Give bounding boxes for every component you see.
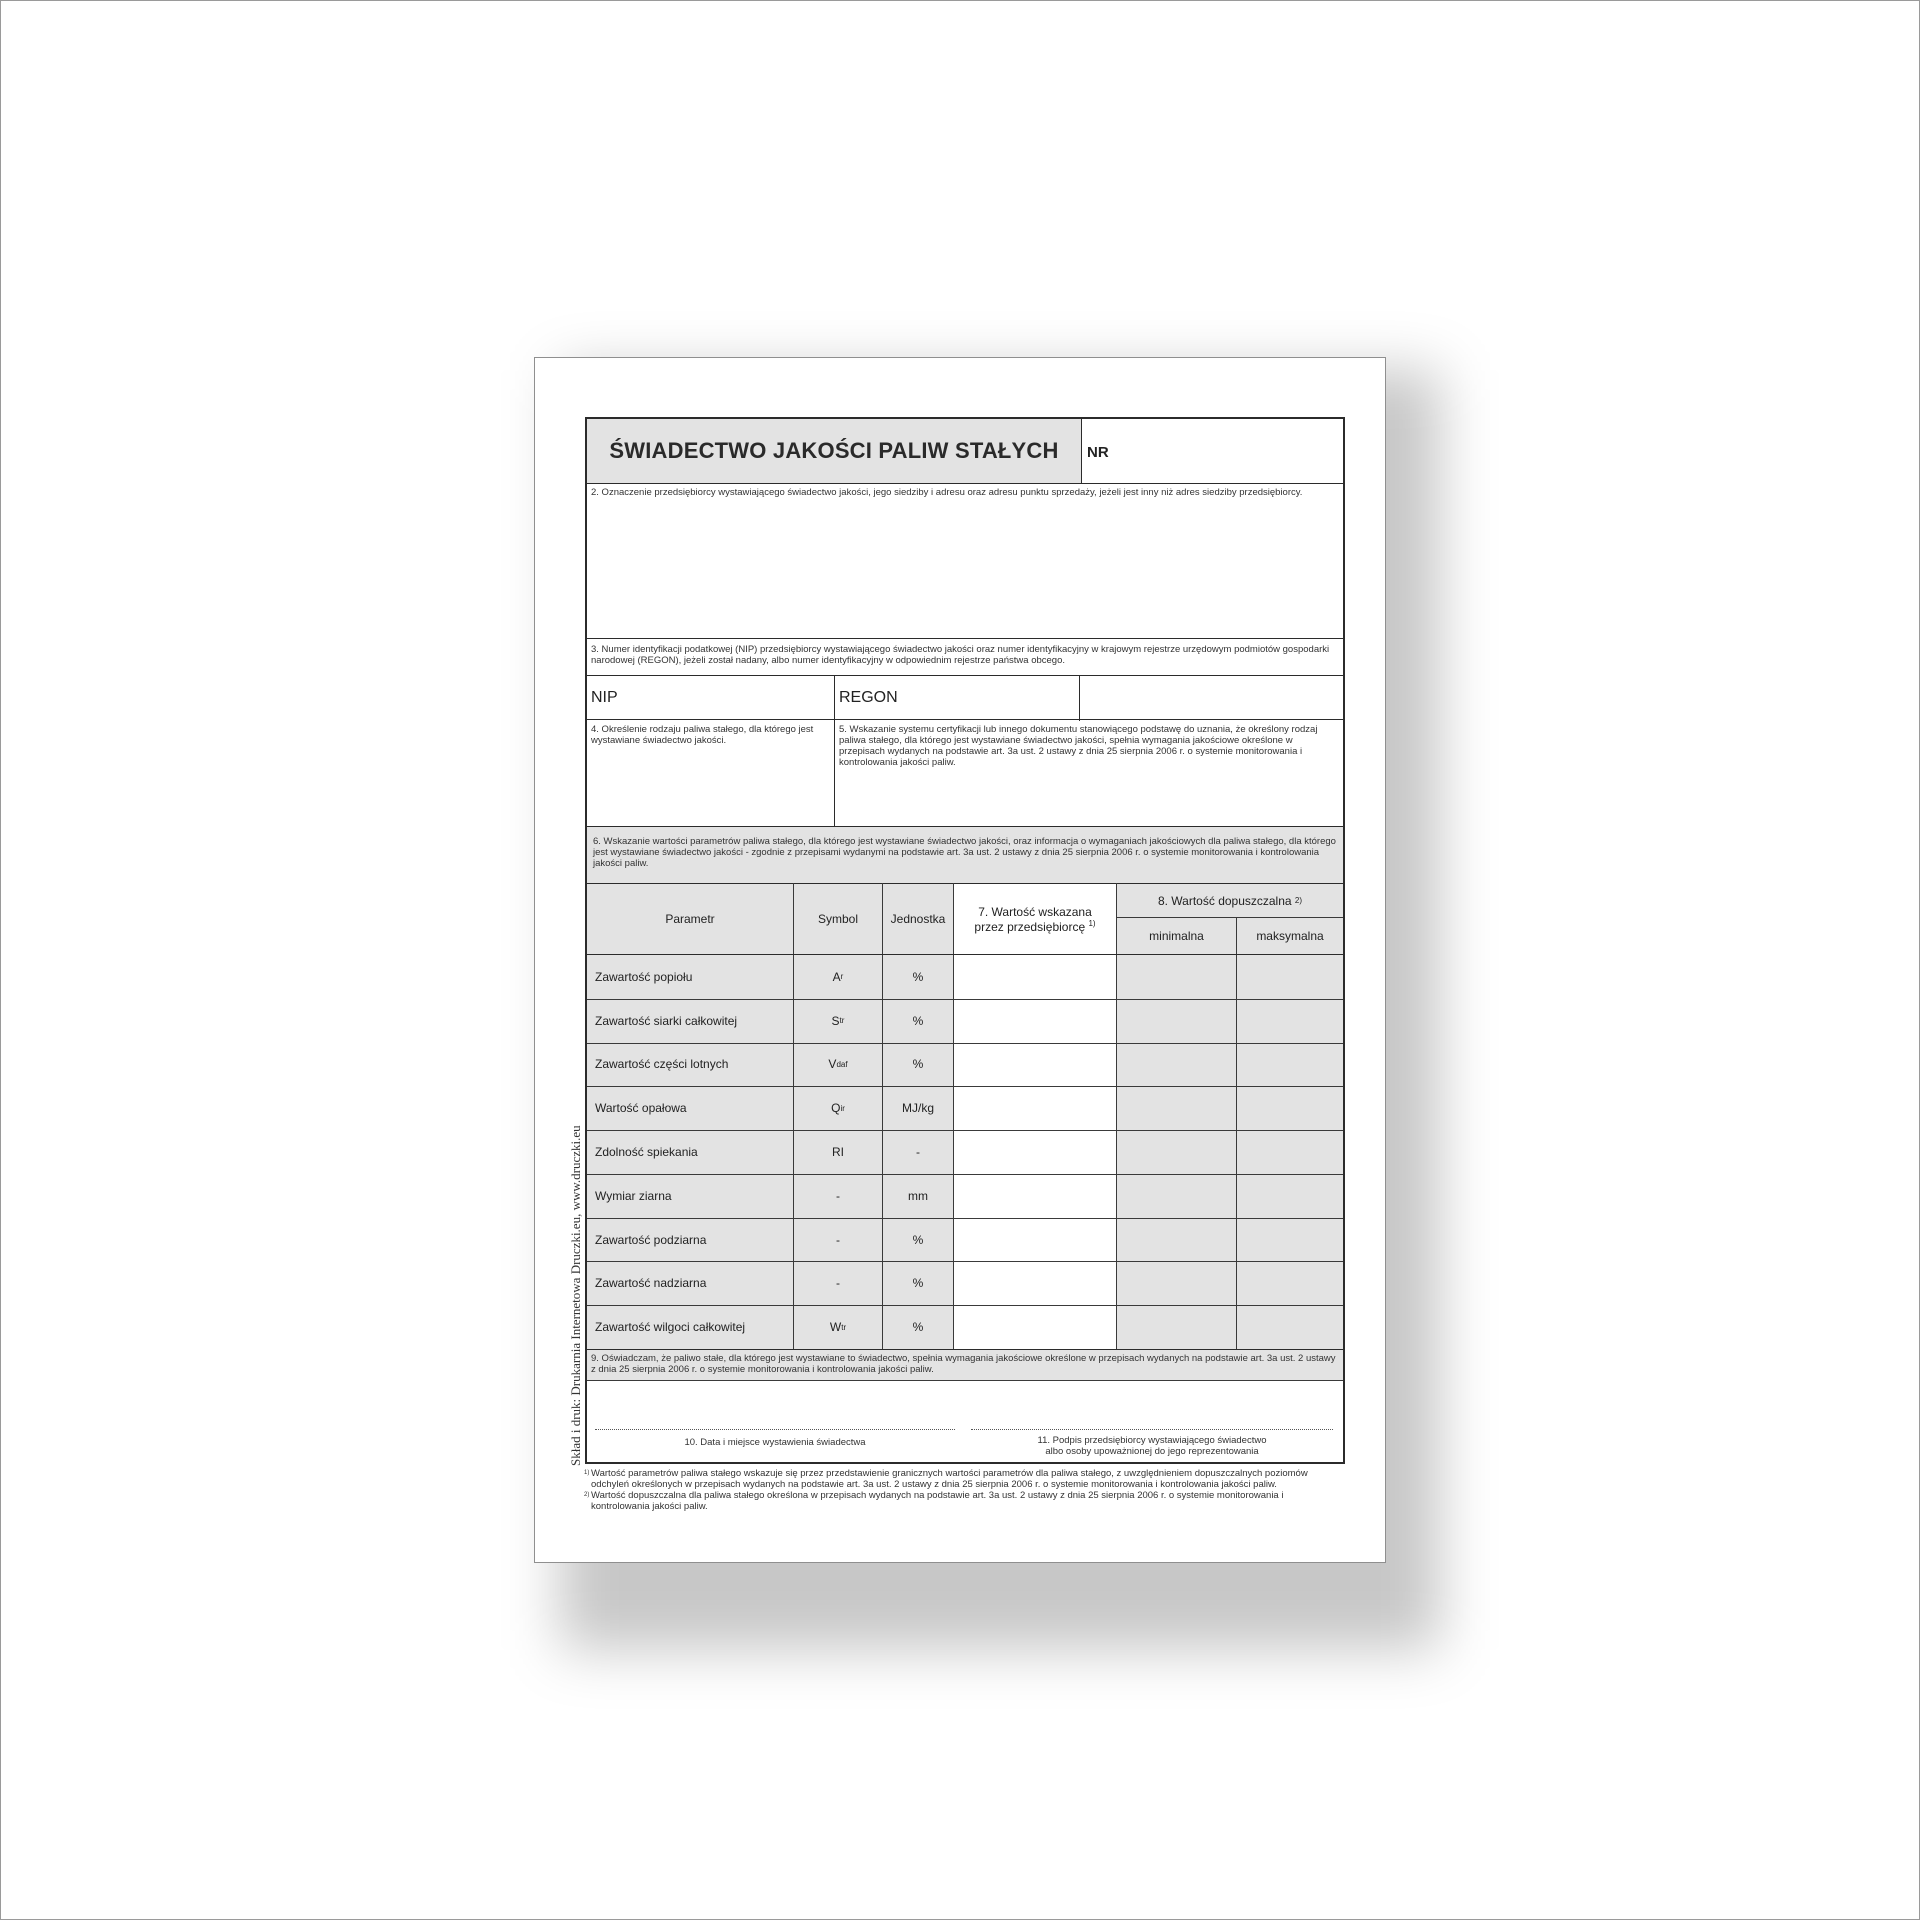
row-max-field[interactable] — [1237, 955, 1343, 999]
row-symbol — [794, 955, 882, 999]
row-symbol — [794, 1130, 882, 1174]
row-parametr: Wartość opałowa — [587, 1086, 793, 1130]
col-header-parametr: Parametr — [587, 884, 793, 954]
regon-field[interactable] — [907, 677, 1077, 719]
row-max-field[interactable] — [1237, 1086, 1343, 1130]
row-symbol — [794, 1218, 882, 1262]
row-parametr: Zawartość nadziarna — [587, 1261, 793, 1305]
row-value-field[interactable] — [954, 1174, 1116, 1218]
symbol-base: - — [836, 1276, 840, 1291]
footnotes — [584, 1468, 1344, 1512]
symbol-base: RI — [832, 1144, 844, 1159]
row-max-field[interactable] — [1237, 1130, 1343, 1174]
symbol-subscript: t — [839, 1016, 842, 1026]
footnote-ref-2: 2) — [1294, 896, 1303, 905]
row-max-field[interactable] — [1237, 1261, 1343, 1305]
row-divider — [587, 999, 1343, 1000]
fuel-type-field[interactable] — [589, 749, 831, 823]
symbol-base: V — [828, 1057, 837, 1072]
row-symbol — [794, 1086, 882, 1130]
section-10-label: 10. Data i miejsce wystawienia świadectwa — [684, 1437, 866, 1448]
row-symbol — [794, 1305, 882, 1349]
row-jednostka: % — [883, 1043, 953, 1087]
nr-label: NR — [1087, 443, 1109, 461]
section-3-label: 3. Numer identyfikacji podatkowej (NIP) przedsiębiorcy wystawiającego świadectwo jakości oraz numer identyfikacyjny w krajowym rejestrze urzędowym podmiotów gospodarki narodowej (REGON), jeżeli został nadany, albo numer identyfikacyjny w odpowiednim rejestrze państwa obcego. — [591, 644, 1330, 666]
row-value-field[interactable] — [954, 1086, 1116, 1130]
section-4-label: 4. Określenie rodzaju paliwa stałego, dla którego jest wystawiane świadectwo jakości. — [591, 724, 814, 746]
table-row — [587, 1043, 1343, 1087]
row-value-field[interactable] — [954, 1043, 1116, 1087]
row-min-field[interactable] — [1117, 1130, 1236, 1174]
page-title: ŚWIADECTWO JAKOŚCI PALIW STAŁYCH — [609, 438, 1059, 463]
date-place-field[interactable] — [595, 1389, 955, 1427]
nr-field[interactable] — [1083, 421, 1341, 481]
signature-field[interactable] — [971, 1389, 1333, 1427]
row-jednostka: mm — [883, 1174, 953, 1218]
row-parametr: Wymiar ziarna — [587, 1174, 793, 1218]
row-jednostka: % — [883, 1218, 953, 1262]
symbol-superscript: r — [841, 1016, 845, 1026]
footnote-1-text: Wartość parametrów paliwa stałego wskazuje się przez przedstawienie granicznych wartości parametrów dla paliwa stałego, z uwzględnieniem dopuszczalnych poziomów odchyleń określonych w przepisach wydanych na podstawie art. 3a ust. 2 ustawy z dnia 25 sierpnia 2006 r. o systemie monitorowania i kontrolowania jakości paliw. — [591, 1468, 1308, 1490]
row-jednostka: % — [883, 1261, 953, 1305]
symbol-superscript: daf — [836, 1059, 848, 1069]
table-row — [587, 1261, 1343, 1305]
company-address-field[interactable] — [589, 503, 1341, 621]
col-header-jednostka: Jednostka — [883, 884, 953, 954]
registry-number-field[interactable] — [1082, 677, 1340, 719]
row-divider — [587, 1305, 1343, 1306]
row-min-field[interactable] — [1117, 1043, 1236, 1087]
table-row — [587, 1130, 1343, 1174]
row-value-field[interactable] — [954, 1130, 1116, 1174]
nip-label: NIP — [591, 689, 618, 706]
section-5-label: 5. Wskazanie systemu certyfikacji lub innego dokumentu stanowiącego podstawę do uznania, że określony rodzaj paliwa stałego, dla którego jest wystawiane świadectwo jakości, spełnia wymagania jakościowe określone w przepisach wydanych na podstawie art. 3a ust. 2 ustawy z dnia 25 sierpnia 2006 r. o systemie monitorowania i kontrolowania jakości paliw. — [839, 724, 1318, 768]
row-value-field[interactable] — [954, 1218, 1116, 1262]
symbol-superscript: r — [842, 1103, 845, 1113]
row-divider — [587, 1130, 1343, 1131]
certificate-form — [585, 417, 1345, 1464]
row-max-field[interactable] — [1237, 1218, 1343, 1262]
row-max-field[interactable] — [1237, 1043, 1343, 1087]
row-min-field[interactable] — [1117, 955, 1236, 999]
row-min-field[interactable] — [1117, 1086, 1236, 1130]
footnote-1 — [584, 1468, 1344, 1490]
col-header-max: maksymalna — [1237, 918, 1343, 954]
symbol-base: A — [832, 969, 841, 984]
table-row — [587, 999, 1343, 1043]
col-header-dopuszczalna — [1117, 884, 1343, 917]
symbol-base: W — [829, 1320, 842, 1335]
symbol-subscript: i — [840, 1103, 843, 1113]
row-min-field[interactable] — [1117, 1305, 1236, 1349]
section-11-line2: albo osoby upoważnionej do jego reprezentowania — [1045, 1446, 1259, 1457]
row-symbol — [794, 1043, 882, 1087]
row-value-field[interactable] — [954, 955, 1116, 999]
col-header-symbol: Symbol — [794, 884, 882, 954]
row-parametr: Zawartość części lotnych — [587, 1043, 793, 1087]
footnote-2-text: Wartość dopuszczalna dla paliwa stałego określona w przepisach wydanych na podstawie art. 3a ust. 2 ustawy z dnia 25 sierpnia 2006 r. o systemie monitorowania i kontrolowania jakości paliw. — [591, 1490, 1284, 1512]
row-max-field[interactable] — [1237, 999, 1343, 1043]
footnote-1-mark: 1) — [584, 1470, 590, 1476]
row-min-field[interactable] — [1117, 999, 1236, 1043]
table-row — [587, 955, 1343, 999]
footnote-ref-1: 1) — [1088, 918, 1096, 928]
row-min-field[interactable] — [1117, 1218, 1236, 1262]
row-jednostka: - — [883, 1130, 953, 1174]
col-header-wartosc-line1: 7. Wartość wskazana — [978, 904, 1092, 919]
row-value-field[interactable] — [954, 1261, 1116, 1305]
row-max-field[interactable] — [1237, 1305, 1343, 1349]
row-min-field[interactable] — [1117, 1174, 1236, 1218]
symbol-superscript: r — [840, 972, 844, 982]
footnote-2 — [584, 1490, 1344, 1512]
col-header-min: minimalna — [1117, 918, 1236, 954]
section-6-label: 6. Wskazanie wartości parametrów paliwa stałego, dla którego jest wystawiane świadectwo jakości, oraz informacja o wymaganiach jakościowych dla paliwa stałego, dla którego jest wystawiane świadectwo jakości - zgodnie z przepisami wydanymi na podstawie art. 3a ust. 2 ustawy z dnia 25 sierpnia 2006 r. o systemie monitorowania i kontrolowania jakości paliw. — [587, 827, 1343, 883]
row-divider — [587, 1086, 1343, 1087]
row-value-field[interactable] — [954, 999, 1116, 1043]
footnote-2-mark: 2) — [584, 1492, 590, 1498]
row-parametr: Zawartość podziarna — [587, 1218, 793, 1262]
row-divider — [587, 1218, 1343, 1219]
nip-field[interactable] — [637, 677, 831, 719]
row-max-field[interactable] — [1237, 1174, 1343, 1218]
row-symbol — [794, 1174, 882, 1218]
symbol-superscript: r — [843, 1322, 847, 1332]
row-jednostka: MJ/kg — [883, 1086, 953, 1130]
row-parametr: Zawartość wilgoci całkowitej — [587, 1305, 793, 1349]
title-cell — [587, 419, 1081, 483]
table-row — [587, 1174, 1343, 1218]
row-parametr: Zawartość popiołu — [587, 955, 793, 999]
row-divider — [587, 1043, 1343, 1044]
symbol-subscript: t — [841, 1322, 844, 1332]
row-divider — [587, 1174, 1343, 1175]
symbol-base: S — [831, 1013, 840, 1028]
row-jednostka: % — [883, 999, 953, 1043]
row-parametr: Zawartość siarki całkowitej — [587, 999, 793, 1043]
row-min-field[interactable] — [1117, 1261, 1236, 1305]
section-9-label: 9. Oświadczam, że paliwo stałe, dla którego jest wystawiane to świadectwo, spełnia wymagania jakościowe określone w przepisach wydanych na podstawie art. 3a ust. 2 ustawy z dnia 25 sierpnia 2006 r. o systemie monitorowania i kontrolowania jakości paliw. — [587, 1350, 1343, 1380]
row-value-field[interactable] — [954, 1305, 1116, 1349]
symbol-base: - — [836, 1232, 840, 1247]
row-symbol — [794, 999, 882, 1043]
row-symbol — [794, 1261, 882, 1305]
row-parametr: Zdolność spiekania — [587, 1130, 793, 1174]
symbol-base: - — [836, 1188, 840, 1203]
section-2-label: 2. Oznaczenie przedsiębiorcy wystawiającego świadectwo jakości, jego siedziby i adresu oraz adresu punktu sprzedaży, jeżeli jest inny niż adres siedziby przedsiębiorcy. — [591, 487, 1303, 498]
section-11-label — [971, 1435, 1333, 1457]
certification-system-field[interactable] — [839, 773, 1339, 823]
col-header-wartosc — [954, 884, 1116, 954]
section-11-line1: 11. Podpis przedsiębiorcy wystawiającego świadectwo — [1037, 1435, 1267, 1446]
col-header-dopuszczalna-label: 8. Wartość dopuszczalna — [1157, 893, 1292, 908]
regon-label: REGON — [839, 689, 898, 706]
parameters-table-body — [587, 955, 1343, 1349]
row-divider — [587, 1261, 1343, 1262]
printer-imprint: Skład i druk: Drukarnia Internetowa Druczki.eu, www.druczki.eu — [568, 1125, 583, 1466]
row-jednostka: % — [883, 1305, 953, 1349]
col-header-wartosc-line2: przez przedsiębiorcę — [974, 919, 1086, 934]
row-jednostka: % — [883, 955, 953, 999]
table-row — [587, 1218, 1343, 1262]
table-row — [587, 1086, 1343, 1130]
table-row — [587, 1305, 1343, 1349]
symbol-base: Q — [831, 1101, 841, 1116]
